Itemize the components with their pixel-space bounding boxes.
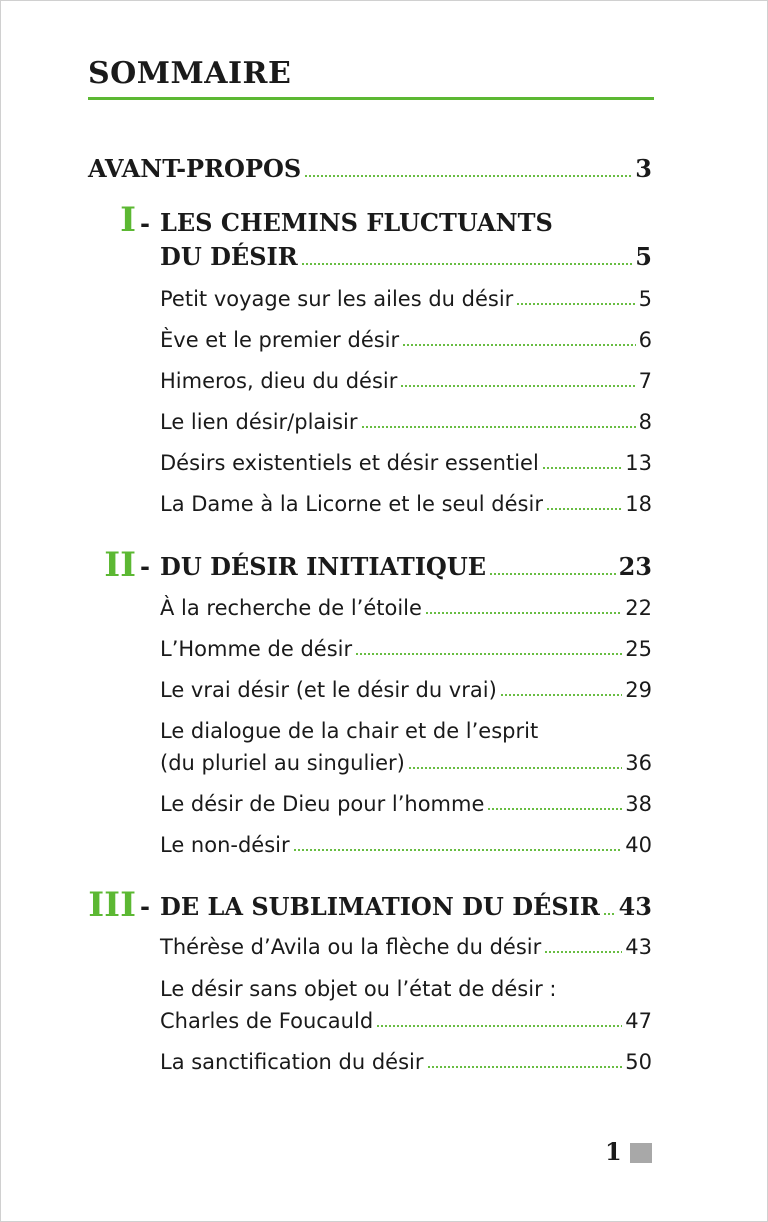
dot-leader [489,573,616,575]
part-separator: - [140,893,150,921]
part-numeral: II [104,545,136,585]
toc-label: AVANT-PROPOS [88,154,302,183]
dot-leader [293,849,623,851]
toc-label: Himeros, dieu du désir [160,369,398,393]
toc-page-number: 38 [625,792,652,816]
toc-entry[interactable] [160,833,652,857]
dot-leader [500,694,623,696]
toc-page-number: 47 [625,1009,652,1033]
toc-label: Petit voyage sur les ailes du désir [160,287,514,311]
toc-entry[interactable] [160,751,652,775]
toc-label: La sanctification du désir [160,1050,424,1074]
toc-page-number: 7 [638,369,652,393]
toc-page-number: 6 [638,328,652,352]
toc-label: Thérèse d’Avila ou la flèche du désir [160,935,542,959]
toc-page-number: 36 [625,751,652,775]
dot-leader [361,426,636,428]
part-title: DU DÉSIR INITIATIQUE [160,552,487,581]
toc-entry[interactable] [160,792,652,816]
toc-page-number: 43 [625,935,652,959]
toc-label-line: Le dialogue de la chair et de l’esprit [160,719,539,743]
toc-label: Le vrai désir (et le désir du vrai) [160,678,497,702]
toc-entry[interactable] [160,410,652,434]
dot-leader [304,175,632,177]
toc-page-number: 22 [625,596,652,620]
toc-entry[interactable] [160,451,652,475]
toc-page-number: 5 [638,287,652,311]
dot-leader [425,612,622,614]
toc-label: À la recherche de l’étoile [160,596,422,620]
dot-leader [402,344,635,346]
dot-leader [427,1066,623,1068]
toc-label: Le lien désir/plaisir [160,410,358,434]
toc-label: Le désir de Dieu pour l’homme [160,792,485,816]
toc-page-number: 5 [635,242,652,271]
toc-entry[interactable] [160,287,652,311]
toc-page-number: 23 [618,552,652,581]
toc-page-number: 43 [618,892,652,921]
dot-leader [544,951,622,953]
toc-label: (du pluriel au singulier) [160,751,405,775]
dot-leader [400,385,635,387]
toc-entry-part-1[interactable] [160,242,652,271]
dot-leader [516,303,635,305]
dot-leader [487,808,622,810]
toc-page-number: 40 [625,833,652,857]
toc-label: L’Homme de désir [160,637,353,661]
toc-entry[interactable] [160,637,652,661]
dot-leader [301,263,633,265]
part-numeral: III [88,885,136,925]
toc-entry[interactable] [160,935,652,959]
title-rule [88,97,654,100]
page-title: SOMMAIRE [88,56,292,91]
toc-label-line: Le désir sans objet ou l’état de désir : [160,977,557,1001]
part-title: DE LA SUBLIMATION DU DÉSIR [160,892,600,921]
toc-page-number: 13 [625,451,652,475]
part-title-line: DU DÉSIR [160,242,298,271]
toc-page-number: 18 [625,492,652,516]
toc-entry[interactable] [160,1009,652,1033]
toc-entry[interactable] [160,596,652,620]
dot-leader [546,508,622,510]
dot-leader [376,1025,622,1027]
toc-label: Ève et le premier désir [160,328,400,352]
toc-entry[interactable] [160,328,652,352]
part-separator: - [140,210,150,238]
toc-label: Le non-désir [160,833,290,857]
dot-leader [542,467,622,469]
part-separator: - [140,553,150,581]
dot-leader [603,913,616,915]
toc-label: La Dame à la Licorne et le seul désir [160,492,543,516]
toc-page-number: 8 [638,410,652,434]
toc-label: Désirs existentiels et désir essentiel [160,451,539,475]
toc-entry[interactable] [160,1050,652,1074]
folio-marker [630,1143,652,1163]
dot-leader [408,767,622,769]
part-numeral: I [120,200,136,240]
toc-page-number: 25 [625,637,652,661]
part-title-line: LES CHEMINS FLUCTUANTS [160,208,553,237]
page-number: 1 [605,1137,622,1166]
toc-label: Charles de Foucauld [160,1009,374,1033]
toc-page-number: 3 [635,154,652,183]
toc-page-number: 50 [625,1050,652,1074]
toc-entry-avant-propos[interactable] [88,154,652,183]
toc-entry-part-3[interactable] [160,892,652,921]
toc-entry[interactable] [160,678,652,702]
toc-entry[interactable] [160,369,652,393]
toc-entry[interactable] [160,492,652,516]
toc-page-number: 29 [625,678,652,702]
dot-leader [355,653,622,655]
toc-entry-part-2[interactable] [160,552,652,581]
